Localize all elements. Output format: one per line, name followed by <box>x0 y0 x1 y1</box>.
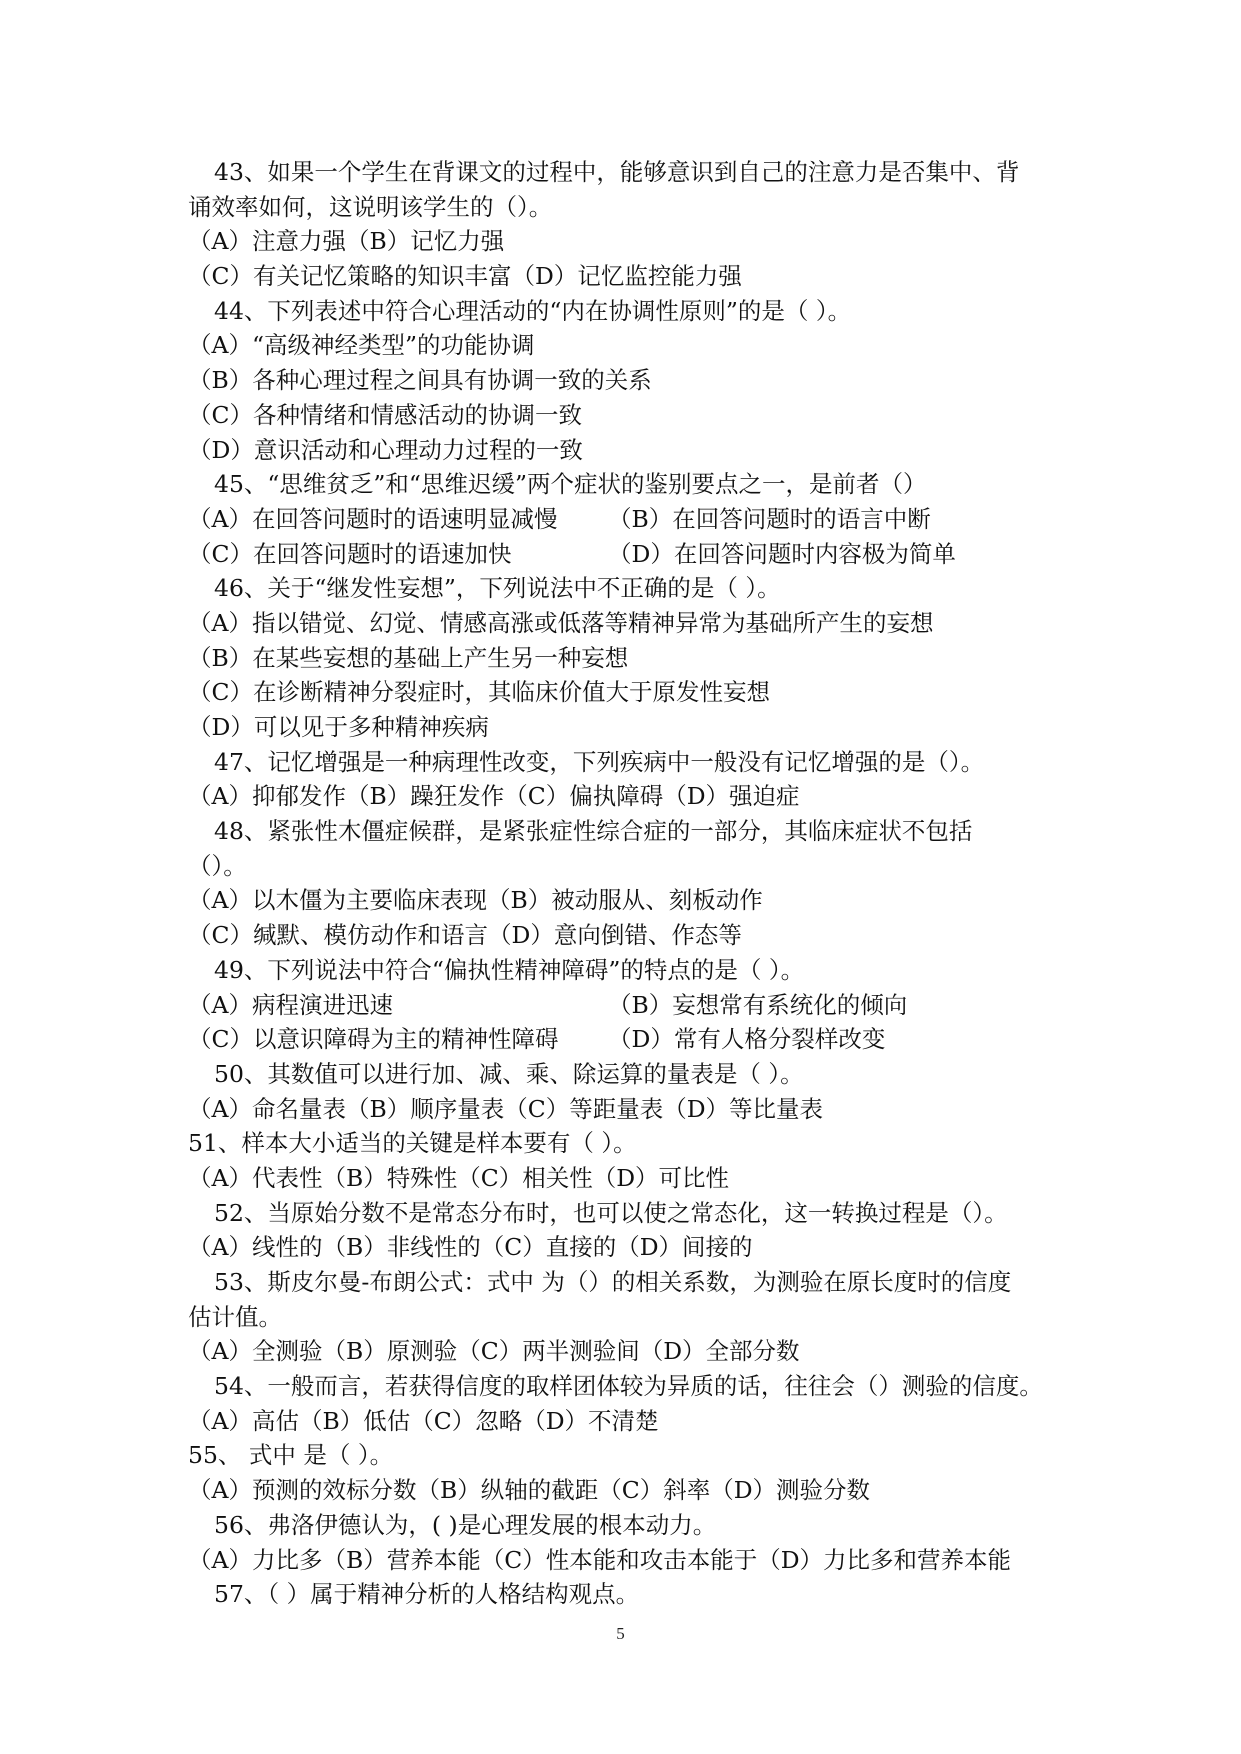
question-stem: 54、一般而言，若获得信度的取样团体较为异质的话，往往会（）测验的信度。 <box>214 1372 1043 1401</box>
question-stem: 45、“思维贫乏”和“思维迟缓”两个症状的鉴别要点之一，是前者（） <box>214 470 927 499</box>
option-line: （A）抑郁发作（B）躁狂发作（C）偏执障碍（D）强迫症 <box>188 782 800 811</box>
question-stem: 53、斯皮尔曼-布朗公式：式中 为（）的相关系数，为测验在原长度时的信度 <box>214 1268 1012 1296</box>
option-line: （C）各种情绪和情感活动的协调一致 <box>188 400 582 429</box>
option-line: （C）有关记忆策略的知识丰富（D）记忆监控能力强 <box>188 262 742 291</box>
option-line: （A）指以错觉、幻觉、情感高涨或低落等精神异常为基础所产生的妄想 <box>188 608 934 637</box>
text-line: 55、 式中 是（ ）。 <box>188 1441 394 1470</box>
option-line: （A）力比多（B）营养本能（C）性本能和攻击本能于（D）力比多和营养本能 <box>188 1545 1012 1574</box>
option-line: （A）高估（B）低估（C）忽略（D）不清楚 <box>188 1406 659 1435</box>
text-line: 诵效率如何，这说明该学生的（）。 <box>188 192 553 221</box>
option-line: （A）预测的效标分数（B）纵轴的截距（C）斜率（D）测验分数 <box>188 1476 871 1505</box>
question-stem: 50、其数值可以进行加、减、乘、除运算的量表是（ ）。 <box>214 1059 804 1088</box>
option-line: （A）以木僵为主要临床表现（B）被动服从、刻板动作 <box>188 886 763 915</box>
text-line: （）。 <box>188 851 247 880</box>
option-line: （C）缄默、模仿动作和语言（D）意向倒错、作态等 <box>188 921 742 950</box>
option-line: （A）代表性（B）特殊性（C）相关性（D）可比性 <box>188 1163 730 1192</box>
question-stem: 48、紧张性木僵症候群，是紧张症性综合症的一部分，其临床症状不包括 <box>214 817 973 846</box>
option-left: （A）在回答问题时的语速明显减慢 <box>188 504 558 533</box>
question-stem: 52、当原始分数不是常态分布时，也可以使之常态化，这一转换过程是（）。 <box>214 1198 1008 1227</box>
option-left: （A）病程演进迅速 <box>188 990 393 1019</box>
question-stem: 44、下列表述中符合心理活动的“内在协调性原则”的是（ ）。 <box>214 296 852 325</box>
question-stem: 57、（ ）属于精神分析的人格结构观点。 <box>214 1580 640 1609</box>
question-stem: 56、弗洛伊德认为，( )是心理发展的根本动力。 <box>214 1510 717 1539</box>
option-line: （B）各种心理过程之间具有协调一致的关系 <box>188 366 652 395</box>
option-left: （C）在回答问题时的语速加快 <box>188 539 512 568</box>
option-row <box>188 1022 1068 1057</box>
question-stem: 46、关于“继发性妄想”，下列说法中不正确的是（ ）。 <box>214 574 781 603</box>
option-line: （B）在某些妄想的基础上产生另一种妄想 <box>188 643 629 672</box>
option-line: （A）命名量表（B）顺序量表（C）等距量表（D）等比量表 <box>188 1094 824 1123</box>
question-stem: 49、下列说法中符合“偏执性精神障碍”的特点的是（ ）。 <box>214 955 805 984</box>
question-list <box>188 155 1068 1612</box>
option-left: （C）以意识障碍为主的精神性障碍 <box>188 1025 559 1054</box>
option-line: （A）“高级神经类型”的功能协调 <box>188 331 535 360</box>
option-line: （A）线性的（B）非线性的（C）直接的（D）间接的 <box>188 1233 753 1262</box>
text-line: 51、样本大小适当的关键是样本要有（ ）。 <box>188 1129 637 1158</box>
text-line: 估计值。 <box>188 1302 282 1331</box>
option-right: （D）常有人格分裂样改变 <box>608 1025 886 1054</box>
option-right: （B）在回答问题时的语言中断 <box>608 504 931 533</box>
option-right: （B）妄想常有系统化的倾向 <box>608 990 908 1019</box>
page-number: 5 <box>616 1624 625 1643</box>
option-row <box>188 502 1068 537</box>
option-line: （D）可以见于多种精神疾病 <box>188 713 489 741</box>
option-line: （C）在诊断精神分裂症时，其临床价值大于原发性妄想 <box>188 678 770 707</box>
option-row <box>188 988 1068 1023</box>
option-line: （A）全测验（B）原测验（C）两半测验间（D）全部分数 <box>188 1337 800 1366</box>
option-line: （D）意识活动和心理动力过程的一致 <box>188 435 583 464</box>
option-row <box>188 537 1068 572</box>
option-right: （D）在回答问题时内容极为简单 <box>608 539 956 568</box>
question-stem: 47、记忆增强是一种病理性改变，下列疾病中一般没有记忆增强的是（）。 <box>214 747 985 776</box>
question-stem: 43、如果一个学生在背课文的过程中，能够意识到自己的注意力是否集中、背 <box>214 158 1020 186</box>
option-line: （A）注意力强（B）记忆力强 <box>188 227 505 256</box>
